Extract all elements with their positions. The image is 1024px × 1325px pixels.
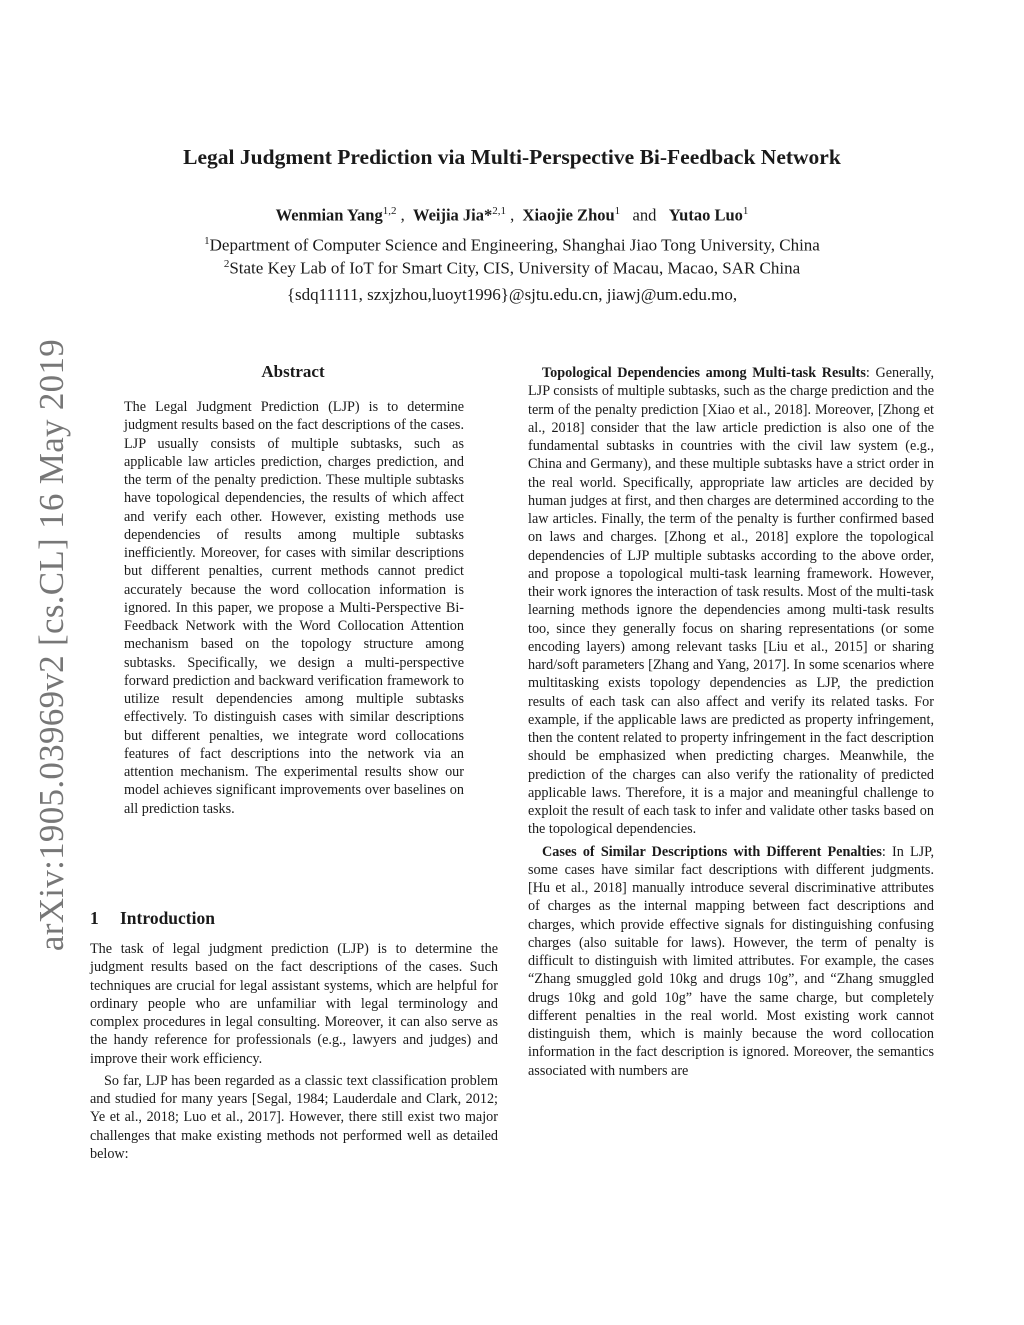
paragraph-text: Generally, LJP consists of multiple subtasks, such as the charge prediction and the term of the penalty prediction [Xiao et al., 2018]. Moreover, [Zhong et al., 2018] consider that the law article prediction is also one of the fundamental subtasks in countries with the civil law system (e.g., China and Germany), and these multiple subtasks have a strict order in the real world. Specifically, appropriate law articles are decided by human judges at first, and then charges are determined according to the law articles. Finally, the term of the penalty is further confirmed based on laws and charges. [Zhong et al., 2018] explore the topological dependencies of LJP multiple subtasks according to the above order, and propose a topological multi-task learning framework. However, their work ignores the interaction of task results. Most of the multi-task learning methods ignore the dependencies among multi-task results too, since they generally focus on sharing representations (or some encoding layers) among relevant tasks [Liu et al., 2015] or sharing hard/soft parameters [Zhang and Yang, 2017]. In some scenarios where multitasking exists topology dependencies as LJP, the prediction results of each task can also affect and verify its related tasks. For example, if the applicable laws are predicted as property infringement, then the content related to property infringement in the fact description should be emphasized when predicting charges. Meanwhile, the prediction of the charges can also verify the rationality of predicted applicable laws. Therefore, it is a major and meaningful challenge to exploit the result of each task to infer and validate other tasks based on the topological dependencies. — [528, 365, 935, 838]
affiliation-mark: 2 — [223, 258, 230, 270]
paragraph-heading: Topological Dependencies among Multi-task Results — [542, 365, 866, 381]
paragraph-heading: Cases of Similar Descriptions with Different Penalties — [542, 843, 882, 860]
intro-paragraph: So far, LJP has been regarded as a classic text classification problem and studied for many years [Segal, 1984; Lauderdale and Clark, 2012; Ye et al., 2018; Luo et al., 2017]. However, there still exist two major challenges that make existing methods not performed well as detailed below: — [90, 1072, 498, 1162]
affiliation-mark: 1 — [204, 235, 210, 247]
email-line: {sdq11111, szxjzhou,luoyt1996}@sjtu.edu.cn, jiawj@um.edu.mo, — [286, 285, 738, 304]
author-name: Wenmian Yang — [275, 205, 383, 225]
author-name: Yutao Luo — [668, 205, 743, 225]
author-affiliation-mark: 1 — [614, 205, 621, 217]
author-conjunction: and — [632, 205, 657, 225]
section-number: 1 — [90, 908, 99, 928]
affiliation-text: State Key Lab of IoT for Smart City, CIS, University of Macau, Macao, SAR China — [229, 258, 801, 278]
affiliation-line — [0, 258, 1024, 279]
affiliation-line — [0, 235, 1024, 256]
abstract-text: The Legal Judgment Prediction (LJP) is to determine judgment results based on the fact descriptions of the cases. LJP usually consists of multiple subtasks, such as applicable law articles prediction, charges prediction, and the term of the penalty prediction. These multiple subtasks have topological dependencies, the results of which affect and verify each other. However, existing methods use dependencies of results among multiple subtasks inefficiently. Moreover, for cases with similar descriptions but different penalties, current methods cannot predict accurately because the word collocation information is ignored. In this paper, we propose a Multi-Perspective Bi-Feedback Network with the Word Collocation Attention mechanism based on the topology structure among subtasks. Specifically, we design a multi-perspective forward prediction and backward verification framework to utilize result dependencies among multiple subtasks effectively. To distinguish cases with similar descriptions but different penalties, we integrate word collocations features of fact descriptions into the network via an attention mechanism. The experimental results show our model achieves significant improvements over baselines on all prediction tasks. — [124, 399, 464, 817]
author-affiliation-mark: 1 — [742, 205, 749, 217]
section-heading — [90, 908, 215, 929]
abstract-body — [124, 398, 464, 818]
paper-title: Legal Judgment Prediction via Multi-Perspective Bi-Feedback Network — [183, 145, 841, 169]
introduction-body — [90, 940, 498, 1163]
challenge-paragraph: Topological Dependencies among Multi-task Results: Generally, LJP consists of multiple subtasks, such as the charge prediction and the term of the penalty prediction [Xiao et al., 2018]. Moreover, [Zhong et al., 2018] consider that the law article prediction is also one of the fundamental subtasks in countries with the civil law system (e.g., China and Germany), and these multiple subtasks have a strict order in the real world. Specifically, appropriate law articles are decided by human judges at first, and then charges are determined according to the law articles. Finally, the term of the penalty is further confirmed based on laws and charges. [Zhong et al., 2018] explore the topological dependencies of LJP multiple subtasks according to the above order, and propose a topological multi-task learning framework. However, their work ignores the interaction of task results. Most of the multi-task learning methods ignore the dependencies among multi-task results too, since they generally focus on sharing representations (or some encoding layers) among relevant tasks [Liu et al., 2015] or sharing hard/soft parameters [Zhang and Yang, 2017]. In some scenarios where multitasking exists topology dependencies as LJP, the prediction results of each task can also affect and verify its related tasks. For example, if the applicable laws are predicted as property infringement, then the content related to property infringement in the fact description should be emphasized when predicting charges. Meanwhile, the prediction of the charges can also verify the rationality of predicted applicable laws. Therefore, it is a major and meaningful challenge to exploit the result of each task to infer and validate other tasks based on the topological dependencies. — [528, 365, 935, 838]
author-name: Xiaojie Zhou — [522, 205, 615, 225]
author-list: Wenmian Yang$^{1,2}$ , Weijia Jia*$^{2,1}$ , Xiaojie Zhou$^1$ and Yutao Luo$^1$ — [275, 205, 749, 225]
author-affiliation-mark: 1,2 — [382, 205, 397, 217]
author-affiliation-mark: 2,1 — [492, 205, 507, 217]
challenge-paragraph: Cases of Similar Descriptions with Different Penalties: In LJP, some cases have similar fact descriptions with different judgments. [Hu et al., 2018] manually introduce several discriminative attributes of charges as the internal mapping between fact descriptions and charges, which provide effective signals for distinguishing confusing charges (also suitable for laws). However, the term of penalty is difficult to distinguish with limited attributes. For example, the cases “Zhang smuggled gold 10kg and drugs 10g”, and “Zhang smuggled drugs 10kg and gold 10g” have the same charge, but completely different penalties in the real world. Most existing work cannot distinguish them, which is mainly because the word collocation information in the fact description is ignored. Moreover, the semantics associated with numbers are — [528, 843, 934, 1079]
author-name: Weijia Jia* — [412, 205, 493, 225]
paragraph-text: In LJP, some cases have similar fact descriptions with different judgments. [Hu et al., 2018] manually introduce several discriminative attributes of charges as the internal mapping between fact descriptions and charges, which provide effective signals for distinguishing confusing charges (also suitable for laws). However, the term of penalty is difficult to distinguish with limited attributes. For example, the cases “Zhang smuggled gold 10kg and drugs 10g”, and “Zhang smuggled drugs 10kg and gold 10g” have the same charge, but completely different penalties in the real world. Most existing work cannot distinguish them, which is mainly because the word collocation information in the fact description is ignored. Moreover, the semantics associated with numbers are — [528, 843, 934, 1079]
arxiv-identifier: arXiv:1905.03969v2 [cs.CL] 16 May 2019 — [32, 338, 71, 952]
section-title: Introduction — [120, 908, 215, 928]
intro-paragraph: The task of legal judgment prediction (LJP) is to determine the judgment results based on the fact descriptions of the cases. Such techniques are crucial for legal assistant systems, which are helpful for ordinary people who are unfamiliar with legal terminology and complex procedures in legal consulting. Moreover, it can also serve as the handy reference for professionals (e.g., lawyers and judges) and improve their work efficiency. — [90, 941, 498, 1067]
abstract-heading: Abstract — [261, 362, 325, 381]
right-column-body — [528, 364, 934, 1080]
affiliation-text: Department of Computer Science and Engineering, Shanghai Jiao Tong University, China — [209, 235, 820, 255]
